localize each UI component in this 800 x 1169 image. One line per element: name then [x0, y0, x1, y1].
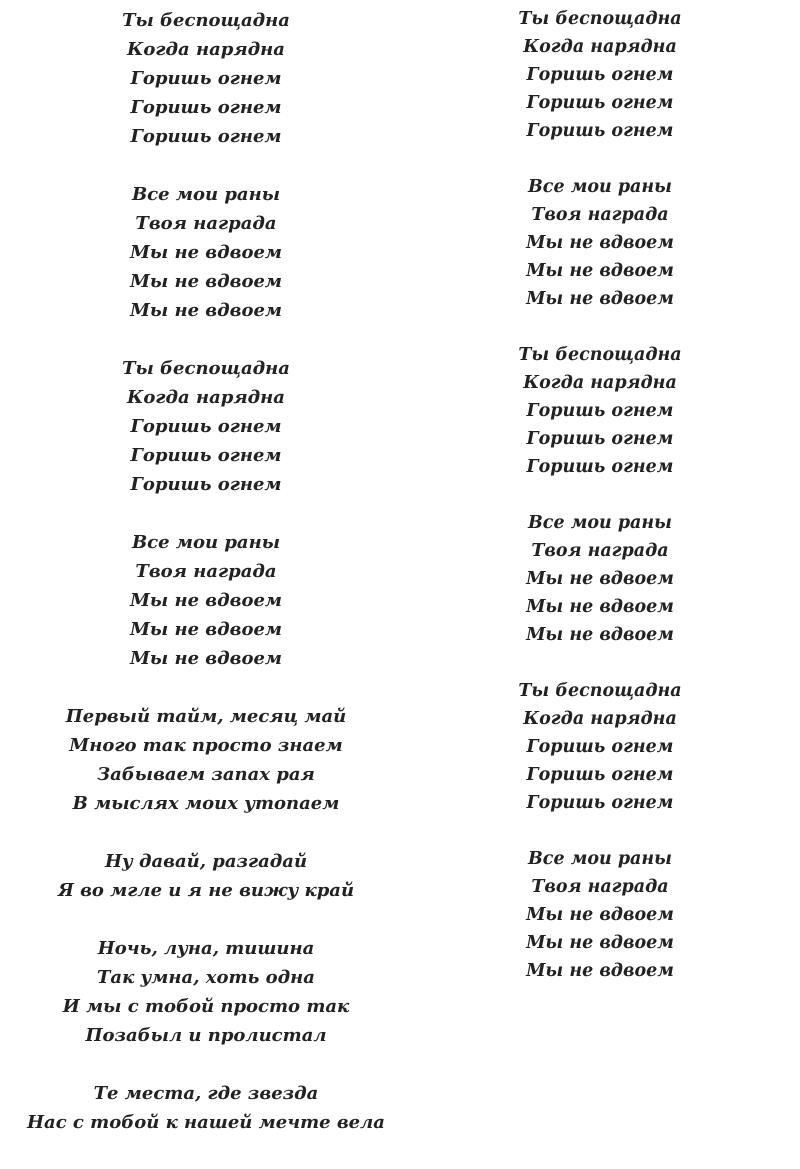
lyric-line: Горишь огнем: [526, 121, 674, 141]
lyric-line: Горишь огнем: [526, 429, 674, 449]
lyric-line: Я во мгле и я не вижу край: [57, 880, 355, 901]
stanza: [400, 845, 800, 985]
lyric-line: Мы не вдвоем: [526, 289, 674, 309]
lyric-line: Ты беспощадна: [122, 10, 290, 31]
lyric-line: Мы не вдвоем: [526, 625, 674, 645]
lyric-line: Мы не вдвоем: [129, 242, 283, 263]
lyric-line: Все мои раны: [528, 849, 672, 869]
lyric-line: Горишь огнем: [526, 65, 674, 85]
stanza: [0, 934, 412, 1050]
lyric-line: Мы не вдвоем: [526, 933, 674, 953]
lyric-line: Горишь огнем: [130, 126, 282, 147]
lyric-line: Ты беспощадна: [122, 358, 290, 379]
lyric-line: Ты беспощадна: [518, 9, 682, 29]
lyric-line: Забываем запах рая: [97, 764, 315, 785]
lyric-line: Горишь огнем: [130, 97, 282, 118]
lyric-line: Ты беспощадна: [518, 681, 682, 701]
lyric-line: Нас с тобой к нашей мечте вела: [27, 1112, 385, 1133]
stanza: [400, 677, 800, 817]
lyric-line: Горишь огнем: [526, 401, 674, 421]
lyric-line: Твоя награда: [531, 205, 669, 225]
lyric-line: Все мои раны: [131, 184, 281, 205]
lyric-line: Мы не вдвоем: [129, 619, 283, 640]
stanza: [0, 528, 412, 673]
lyric-line: Мы не вдвоем: [526, 905, 674, 925]
lyric-line: Все мои раны: [131, 532, 281, 553]
lyric-line: Ты беспощадна: [518, 345, 682, 365]
lyric-line: Те места, где звезда: [93, 1083, 319, 1104]
lyric-line: И мы с тобой просто так: [62, 996, 350, 1017]
stanza: [400, 509, 800, 649]
lyric-line: Когда нарядна: [523, 37, 677, 57]
lyric-line: Горишь огнем: [526, 93, 674, 113]
lyric-line: Твоя награда: [531, 541, 669, 561]
lyric-line: Так умна, хоть одна: [97, 967, 315, 988]
lyric-line: Ночь, луна, тишина: [97, 938, 315, 959]
stanza: [0, 1079, 412, 1137]
lyric-line: Горишь огнем: [130, 68, 282, 89]
lyric-line: Мы не вдвоем: [526, 597, 674, 617]
stanza: [400, 173, 800, 313]
lyric-line: Первый тайм, месяц май: [65, 706, 347, 727]
lyric-line: Мы не вдвоем: [526, 961, 674, 981]
lyric-line: Позабыл и пролистал: [85, 1025, 327, 1046]
lyric-line: Мы не вдвоем: [526, 261, 674, 281]
stanza: [400, 5, 800, 145]
lyric-line: Мы не вдвоем: [129, 590, 283, 611]
stanza: [400, 341, 800, 481]
lyric-line: Когда нарядна: [523, 709, 677, 729]
lyric-line: Твоя награда: [135, 213, 277, 234]
lyric-line: Горишь огнем: [526, 457, 674, 477]
lyric-line: Мы не вдвоем: [129, 648, 283, 669]
stanza: [0, 702, 412, 818]
lyric-line: Много так просто знаем: [69, 735, 343, 756]
lyric-line: Горишь огнем: [130, 474, 282, 495]
lyric-line: Горишь огнем: [526, 737, 674, 757]
lyric-line: Твоя награда: [531, 877, 669, 897]
lyric-line: Когда нарядна: [127, 39, 285, 60]
lyrics-right-column: [400, 0, 800, 985]
lyric-line: Все мои раны: [528, 177, 672, 197]
lyric-line: Горишь огнем: [526, 765, 674, 785]
lyric-line: Когда нарядна: [127, 387, 285, 408]
lyric-line: Мы не вдвоем: [526, 233, 674, 253]
lyric-line: Все мои раны: [528, 513, 672, 533]
lyric-line: Горишь огнем: [130, 445, 282, 466]
stanza: [0, 354, 412, 499]
lyric-line: Ну давай, разгадай: [104, 851, 308, 872]
lyric-line: Мы не вдвоем: [129, 271, 283, 292]
lyric-line: Мы не вдвоем: [129, 300, 283, 321]
lyric-line: В мыслях моих утопаем: [72, 793, 340, 814]
lyric-line: Горишь огнем: [526, 793, 674, 813]
stanza: [0, 180, 412, 325]
lyric-line: Горишь огнем: [130, 416, 282, 437]
stanza: [0, 6, 412, 151]
stanza: [0, 847, 412, 905]
lyric-line: Когда нарядна: [523, 373, 677, 393]
lyric-line: Мы не вдвоем: [526, 569, 674, 589]
lyric-line: Твоя награда: [135, 561, 277, 582]
